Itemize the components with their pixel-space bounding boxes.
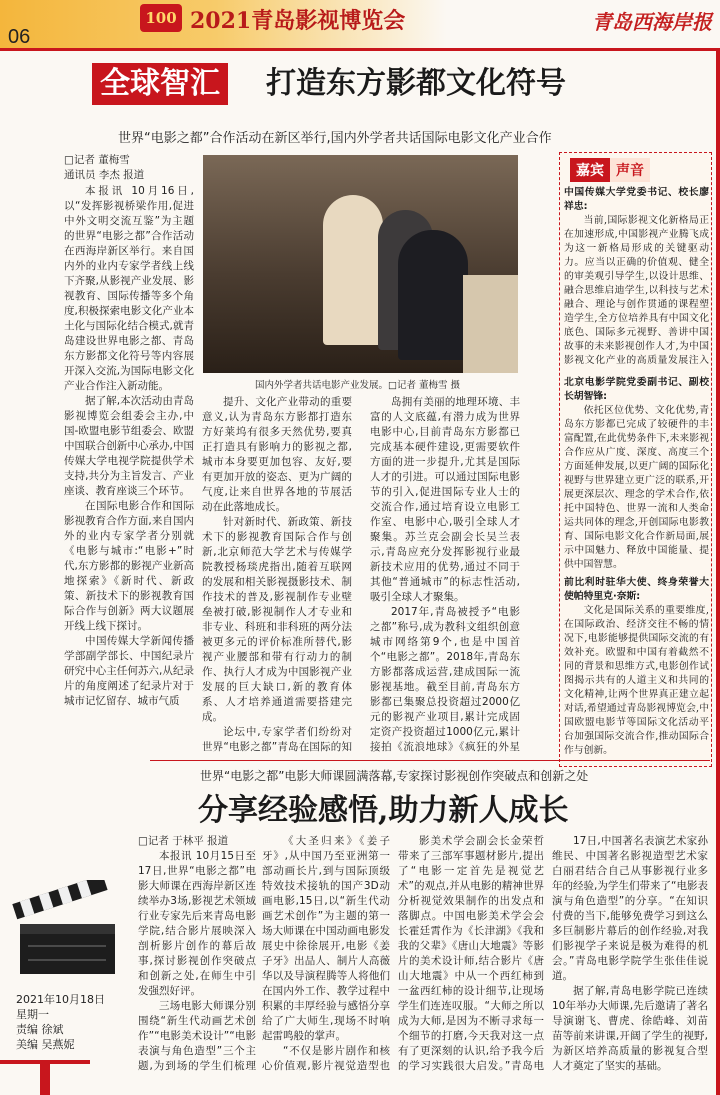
- paragraph: 据了解,青岛电影学院已连续10年举办大师课,先后邀请了著名导演谢飞、曹虎、徐皓峰、刘苗苗等前来讲课,开阔了学生的视野,为新区培养高质量的影视复合型人才奠定了坚实的基础。: [552, 985, 708, 1072]
- paragraph: 据了解,本次活动由青岛影视博览会组委会主办,中国-欧盟电影节组委会、欧盟中国联合创新中心承办,中国传媒大学电视学院提供学术支持,共分为主旨发言、产业座谈、教育座谈三个环节。: [64, 395, 194, 497]
- article1-col3: [370, 395, 520, 752]
- article2-col1: [138, 849, 256, 1073]
- paragraph: 在国际电影合作和国际影视教育合作方面,来自国内外的业内专家学者分别就《电影与城市:“电影+”时代,东方影都的影视产业新高地探索》《新时代、新政策、新技术下的影视教育国际合作与创新》两大议题展开线上线下探讨。: [64, 500, 194, 632]
- paragraph: 本报讯 10月15日至17日,世界“电影之都”电影大师课在西海岸新区连续举办3场,影视艺术领域行业专家先后来青岛电影学院,结合影片展映深入剖析影片创作的幕后故事,探讨影视创作突破点和创新之处,在师生中引发强烈好评。: [138, 850, 256, 997]
- expo-title: 2021青岛影视博览会: [190, 8, 406, 34]
- right-border: [716, 48, 720, 1095]
- article1-col2: [202, 395, 352, 752]
- article2-col4: [552, 834, 708, 1073]
- article2-byline: □记者 于林平 报道: [138, 835, 229, 847]
- section-divider: [150, 760, 710, 761]
- designer-credit: 美编 吴燕妮: [16, 1038, 75, 1051]
- article2-subhead: 世界“电影之都”电影大师课圆满落幕,专家探讨影视创作突破点和创新之处: [200, 769, 589, 783]
- page-number: 06: [8, 26, 31, 48]
- footer-accent-stem: [40, 1062, 50, 1095]
- guest-name: 北京电影学院党委副书记、副校长胡智锋:: [564, 377, 709, 402]
- paragraph: 论坛中,专家学者们纷纷对世界“电影之都”青岛在国际的知: [202, 726, 352, 752]
- guest-voices-title: [570, 158, 650, 182]
- article1-byline-correspondent: 通讯员 李杰 报道: [64, 169, 145, 181]
- guest-quote: 依托区位优势、文化优势,青岛东方影都已完成了较硬件的丰富配置,在此优势条件下,未来影视合作应从广度、深度、高度三个方面延伸发展,以更广阔的国际化视野与世界建立更广泛的联系,开展更深层次、理念的学术合作,依托中国特色、世界一流和人类命运共同体的理念,开创国际电影教育、国际电影文化合作新局面,展示中国魅力、释放中国能量、提供中国智慧。: [564, 405, 709, 570]
- article1-kicker: 全球智汇: [92, 63, 228, 105]
- paragraph: 《大圣归来》《姜子牙》,从中国乃至亚洲第一部动画长片,到与国际顶级特效技术接轨的国产3D动画电影,15日,以“新生代动画艺术创作”为主题的第一场大师课在中国动画电影发展史中徐徐展开,电影《姜子牙》出品人、制片人高薇华以及导演程腾等人将他们在国内外工作、教学过程中积累的丰厚经验与感悟分享给了广大师生,现场不时响起雷鸣般的掌声。: [262, 835, 390, 1042]
- guest-name: 前比利时驻华大使、终身荣誉大使帕特里克·奈斯:: [564, 577, 709, 602]
- article2-col2: [262, 834, 390, 1073]
- guest-voice-3: [564, 576, 709, 764]
- paragraph: 中国传媒大学新闻传播学部副学部长、中国纪录片研究中心主任何苏六,从纪录片的角度阐述了纪录片对于城市记忆留存、城市气质: [64, 635, 194, 707]
- paragraph: 影美术学会副会长金荣哲带来了三部军事题材影片,提出了“电影一定首先是视觉艺术”的观点,并从电影的精神世界分析视觉效果制作的出发点和落脚点。中国电影美术学会会长霍廷霄作为《长津湖》《我和我的父辈》《唐山大地震》等影片的美术设计师,结合影片《唐山大地震》中从一个西红柿到一盆西红柿的设计细节,让现场学生们连连叹服。“大师之所以成为大师,是因为不断寻求每一个细节的打磨,今天我对这一点有了更深刻的认识,给予我今后的学习实践很大启发。”青岛电: [398, 835, 544, 1072]
- photo-figure: [323, 195, 383, 345]
- photo-figure: [398, 230, 468, 360]
- paragraph: “不仅是影片剧作和核心价值观,影片视觉造型也: [262, 1045, 390, 1072]
- clapperboard-icon: [8, 880, 128, 984]
- header-divider: [0, 48, 720, 51]
- issue-info: [16, 992, 105, 1052]
- centenary-logo: 100: [140, 4, 182, 32]
- forum-photo: [203, 155, 518, 373]
- paragraph: 针对新时代、新政策、新技术下的影视教育国际合作与创新,北京师范大学艺术与传媒学院教授杨琰虎指出,随着互联网的发展和相关影视摄影技术、制作技术的普及,影视制作专业壁垒被打破,影视制作人才专业和非专业、科班和非科班的两分法被更多元的评价标准所替代,影视产业腰部和带有行动力的制作、执行人才成为中国影视产业发展的巨大缺口,新的教育体系、人才培养通道需要搭建完成。: [202, 516, 352, 723]
- issue-date: 2021年10月18日: [16, 993, 105, 1006]
- paragraph: 岛拥有美丽的地理环境、丰富的人文底蕴,有潜力成为世界电影中心,目前青岛东方影都已完成基本硬件建设,更需要软件方面的进一步提升,尤其是国际人才的引进。可以通过国际电影节的引入,促进国际专业人士的交流合作,通过培育设立电影工作室、电影中心,吸引全球人才聚集。苏兰克会副会长吴兰表示,青岛应充分发挥影视行业最新技术应用的优势,通过不同于其他“普通城市”的标志性活动,吸引全球人才聚集。: [370, 396, 520, 603]
- paragraph: 2017年,青岛被授予“电影之都”称号,成为教科文组织创意城市网络第9个,也是中国首个“电影之都”。2018年,青岛东方影都落成运营,建成国际一流影视基地。截至目前,青岛东方影都已集聚总投资超过2000亿元的影视产业项目,累计完成固定资产投资超过1000亿元,累计接拍《流浪地球》《疯狂的外星: [370, 606, 520, 752]
- article2-headline: 分享经验感悟,助力新人成长: [198, 793, 569, 828]
- editor-credit: 责编 徐斌: [16, 1023, 64, 1036]
- article1-col1: [64, 184, 194, 752]
- article1-byline-reporter: □记者 董梅雪: [64, 154, 130, 166]
- photo-chair: [463, 275, 518, 373]
- guest-quote: 当前,国际影视文化新格局正在加速形成,中国影视产业腾飞成为这一新格局形成的关键驱动力。应当以正确的价值观、健全的审美观引导学生,以设计思维、融合思维启迪学生,以科技与艺术融合、理论与创作贯通的课程塑造学生,全方位培养具有中国文化底色、国际多元视野、善讲中国故事的未来影视创作人才,为中国影视文化产业的高质量发展注入: [564, 215, 709, 366]
- newspaper-brand: 青岛西海岸报: [592, 10, 712, 34]
- paragraph: 提升、文化产业带动的重要意义,认为青岛东方影都打造东方好莱坞有很多天然优势,要真正打造具有影响力的影视之都,城市本身要更加包容、友好,要有更加开放的姿态、更为广阔的气度,让来自世界各地的节展活动在此落地成长。: [202, 396, 352, 513]
- article1-headline: 打造东方影都文化符号: [266, 66, 566, 101]
- photo-caption: 国内外学者共话电影产业发展。□记者 董梅雪 摄: [255, 380, 461, 391]
- guest-voices-title-2: 声音: [610, 158, 650, 182]
- article2-col3: [398, 834, 544, 1073]
- issue-weekday: 星期一: [16, 1008, 49, 1021]
- guest-voice-1: [564, 186, 709, 366]
- paragraph: 本报讯 10月16日,以“发挥影视桥梁作用,促进中外文明交流互鉴”为主题的世界“电影之都”合作活动在西海岸新区举行。来自国内外的业内专家学者线上线下齐聚,从影视产业发展、影视教育、国际传播等多个角度,积极探索电影文化产业本土化与国际化结合模式,就青岛建设世界电影之都、青岛东方影都文化符号等内容展开深入交流,为国际电影文化产业合作注入新动能。: [64, 185, 194, 392]
- article1-subhead: 世界“电影之都”合作活动在新区举行,国内外学者共话国际电影文化产业合作: [118, 131, 552, 146]
- guest-voices-title-1: 嘉宾: [570, 158, 610, 182]
- guest-name: 中国传媒大学党委书记、校长廖祥忠:: [564, 187, 709, 212]
- guest-quote: 文化是国际关系的重要维度,在国际政治、经济交往不畅的情况下,电影能够提供国际交流的有效补充。欧盟和中国有着截然不同的背景和思维方式,电影创作试图揭示共有的人道主义和共同的文化精神,让两个世界真正建立起对话,希望通过青岛影视博览会,中国欧盟电影节等国际文化活动平台加强国际交流合作,推动国际合作与创新。: [564, 605, 709, 756]
- paragraph: 17日,中国著名表演艺术家孙维民、中国著名影视造型艺术家白丽君结合自己从事影视行业多年的经验,为学生们带来了“电影表演与角色造型”的分享。“在知识付费的当下,能够免费学习到这么多巨制影片幕后的创作经验,对我们影视学子来说是极为难得的机会。”青岛电影学院学生张佳佳说道。: [552, 835, 708, 982]
- guest-voice-2: [564, 376, 709, 571]
- paragraph: 三场电影大师课分别围绕“新生代动画艺术创作”“电影美术设计”“电影表演与角色造型”三个主题,为到场的学生们梳理: [138, 1000, 256, 1072]
